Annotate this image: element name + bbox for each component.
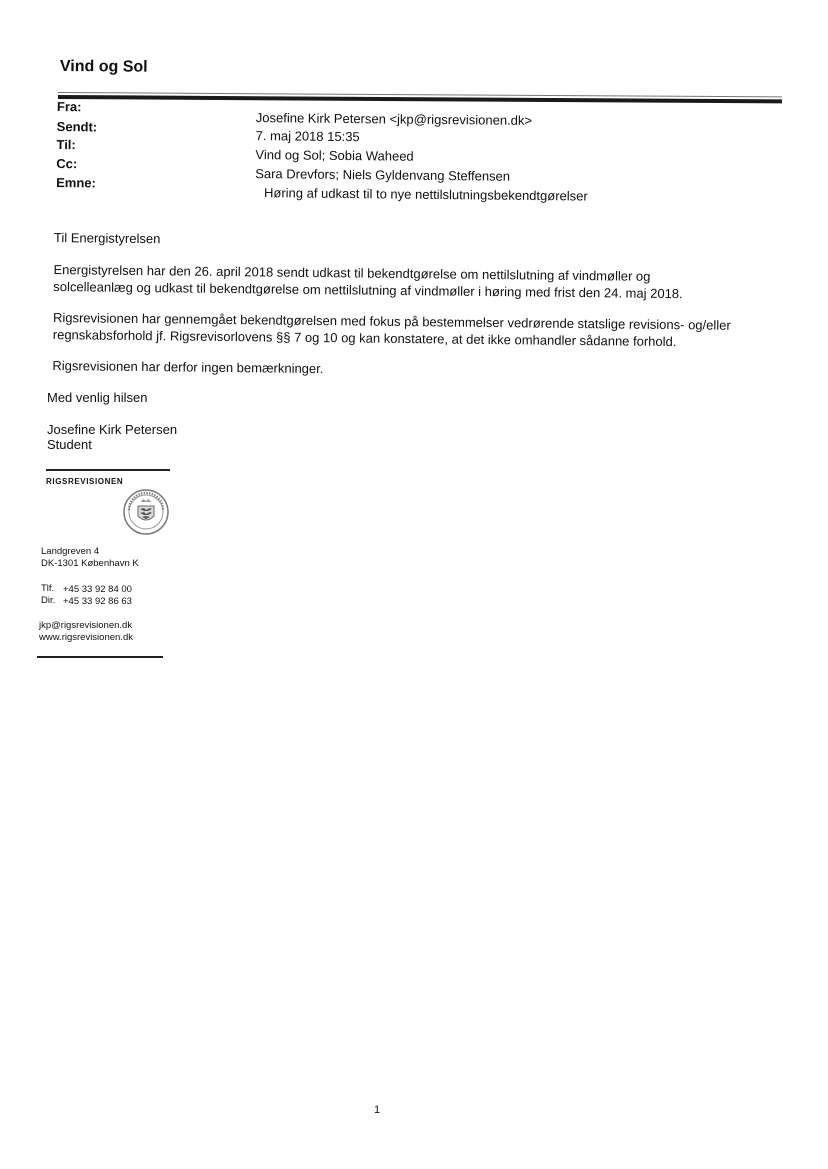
sent-label: Sendt: <box>56 118 98 135</box>
website-link[interactable]: www.rigsrevisionen.dk <box>39 632 133 643</box>
sent-value: 7. maj 2018 15:35 <box>255 128 360 145</box>
direct-value: +45 33 92 86 63 <box>63 596 132 607</box>
address-line-1: Landgreven 4 <box>41 546 100 557</box>
page-number: 1 <box>374 1104 381 1116</box>
signature-rule-top <box>46 469 170 471</box>
signature-rule-bottom <box>37 656 163 658</box>
sender-name: Josefine Kirk Petersen <box>47 422 178 437</box>
paragraph-1-line-1: Energistyrelsen har den 26. april 2018 sendt udkast til bekendtgørelse om nettilslutning af vindmøller og <box>53 262 651 284</box>
organization-name: RIGSREVISIONEN <box>46 477 124 486</box>
seal-icon <box>122 488 170 536</box>
to-value: Vind og Sol; Sobia Waheed <box>255 147 414 164</box>
subject-value: Høring af udkast til to nye nettilslutningsbekendtgørelser <box>263 185 588 204</box>
from-value: Josefine Kirk Petersen <jkp@rigsrevisionen.dk> <box>255 110 533 128</box>
document-title: Vind og Sol <box>59 58 148 76</box>
phone-value: +45 33 92 84 00 <box>63 584 132 595</box>
email-body <box>0 0 828 489</box>
cc-value: Sara Drevfors; Niels Gyldenvang Steffensen <box>255 166 511 184</box>
sender-title: Student <box>47 437 92 452</box>
paragraph-1-line-2: solcelleanlæg og udkast til bekendtgørelse om nettilslutning af vindmøller i høring med frist den 24. maj 2018. <box>53 279 683 302</box>
to-label: Til: <box>56 136 76 153</box>
phone-label: Tlf. <box>41 583 55 594</box>
direct-label: Dir. <box>41 595 56 606</box>
from-label: Fra: <box>56 98 82 115</box>
paragraph-2-line-1: Rigsrevisionen har gennemgået bekendtgørelsen med fokus på bestemmelser vedrørende statslige revisions- og/eller <box>52 310 731 333</box>
email-link[interactable]: jkp@rigsrevisionen.dk <box>39 620 133 631</box>
address-line-2: DK-1301 København K <box>41 558 139 569</box>
greeting: Til Energistyrelsen <box>53 230 161 247</box>
closing: Med venlig hilsen <box>47 390 148 405</box>
subject-label: Emne: <box>56 174 96 191</box>
paragraph-3: Rigsrevisionen har derfor ingen bemærkninger. <box>52 358 324 377</box>
cc-label: Cc: <box>56 155 78 172</box>
paragraph-2-line-2: regnskabsforhold jf. Rigsrevisorlovens §§ 7 og 10 og kan konstatere, at det ikke omhandler sådanne forhold. <box>52 327 677 350</box>
